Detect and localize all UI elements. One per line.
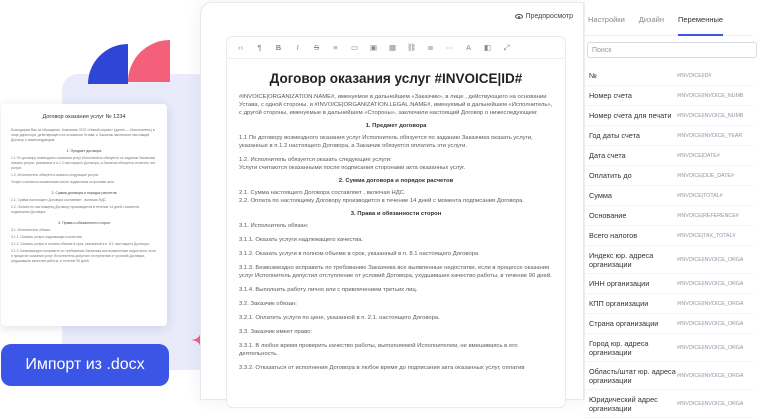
document-paragraph: 3.1.2. Оказать услуги в полном объеме в срок, указанный в п. 8.1 настоящего Договора bbox=[239, 251, 479, 257]
document-editor[interactable] bbox=[226, 36, 566, 408]
variable-code[interactable]: #INVOICE|INVOICE_ORGA bbox=[677, 280, 744, 287]
variable-code[interactable]: #INVOICE|INVOICE_ORGA bbox=[677, 256, 744, 263]
docx-preview-heading: 1. Предмет договора bbox=[66, 149, 102, 153]
variables-list bbox=[585, 66, 753, 418]
variable-label: Оплатить до bbox=[589, 171, 632, 180]
document-paragraph: 3.1.1. Оказать услуги надлежащего качества. bbox=[239, 237, 364, 243]
docx-preview-text: 3.1.2. Оказать услуги в полном объеме в срок, указанный в п. 8.1 настоящего Договора. bbox=[11, 242, 150, 246]
panel-tabs bbox=[585, 2, 753, 36]
more-icon[interactable]: ⋯ bbox=[445, 43, 454, 52]
code-icon[interactable]: ‹› bbox=[238, 43, 243, 52]
docx-preview-text: 2.2. Оплата по настоящему Договору производится в течение 14 дней с момента подписания Договора. bbox=[11, 205, 139, 214]
variable-label: Всего налогов bbox=[589, 231, 638, 240]
video-icon[interactable]: ▭ bbox=[350, 43, 359, 52]
tab-design[interactable]: Дизайн bbox=[638, 15, 664, 24]
document-paragraph: 2.1. Сумма настоящего Договора составляет , включая НДС. 2.2. Оплата по настоящему Договору производится в течение 14 дней с момента подписания Договора. bbox=[239, 190, 525, 204]
variable-label: Индекс юр. адреса организации bbox=[589, 250, 654, 269]
document-paragraph: 3.2.1. Оплатить услуги по цене, указанной в п. 2.1. настоящего Договора. bbox=[239, 315, 440, 321]
document-paragraph: #INVOICE|ORGANIZATION.NAME#, именуемое в дальнейшем «Заказчик», в лице , действующего на основании Устава, с одной стороны, и #INVOICE|ORGANIZATION.LEGAL.NAME#, именуемый в дальнейшем «Исполнитель», с другой стороны, именуемые в дальнейшем «Стороны», заключили настоящий Договор о нижеследующем: bbox=[239, 94, 553, 116]
variable-row[interactable] bbox=[585, 126, 753, 146]
variable-code[interactable]: #INVOICE|TOTAL# bbox=[677, 192, 723, 199]
document-title: Договор оказания услуг #INVOICE|ID# bbox=[269, 71, 523, 86]
font-icon[interactable]: A bbox=[465, 43, 471, 52]
variable-row[interactable] bbox=[585, 362, 753, 390]
docx-preview-text: 3.1.1. Оказать услуги надлежащего качества. bbox=[11, 235, 83, 239]
document-paragraph: 3.3. Заказчик имеет право: bbox=[239, 329, 313, 335]
variable-code[interactable]: #INVOICE|INVOICE_ORGA bbox=[677, 372, 744, 379]
variable-row[interactable] bbox=[585, 86, 753, 106]
variable-row[interactable] bbox=[585, 66, 753, 86]
image-icon[interactable]: ▣ bbox=[369, 43, 378, 52]
docx-preview-text: 3.1. Исполнитель обязан: bbox=[11, 228, 51, 232]
variable-label: Дата счета bbox=[589, 151, 626, 160]
variable-code[interactable]: #INVOICE|INVOICE_NUMB bbox=[677, 92, 744, 99]
variable-row[interactable] bbox=[585, 186, 753, 206]
list-icon[interactable]: ≡ bbox=[333, 43, 338, 52]
variable-code[interactable]: #INVOICE|INVOICE_ORGA bbox=[677, 300, 744, 307]
paragraph-icon[interactable]: ¶ bbox=[257, 43, 262, 52]
tab-settings[interactable]: Настройки bbox=[588, 15, 625, 24]
import-docx-button[interactable]: Импорт из .docx bbox=[1, 344, 169, 386]
editor-toolbar bbox=[227, 37, 565, 59]
document-heading: 1. Предмет договора bbox=[365, 123, 427, 129]
variable-row[interactable] bbox=[585, 146, 753, 166]
settings-panel bbox=[584, 2, 753, 413]
docx-preview-text: Услуги считаются оказанными после подписания сторонами акта. bbox=[11, 180, 115, 184]
docx-preview bbox=[1, 104, 167, 326]
docx-preview-title: Договор оказания услуг № 1234 bbox=[42, 114, 126, 120]
editor-card bbox=[200, 2, 584, 400]
italic-icon[interactable]: I bbox=[296, 43, 299, 52]
variable-label: Номер счета для печати bbox=[589, 111, 672, 120]
variable-code[interactable]: #INVOICE|TAX_TOTAL# bbox=[677, 232, 736, 239]
docx-preview-text: 2.1. Сумма настоящего Договора составляет , включая НДС. bbox=[11, 198, 107, 202]
variable-label: Страна организации bbox=[589, 319, 659, 328]
table-icon[interactable]: ▦ bbox=[388, 43, 397, 52]
document-paragraph: 3.3.2. Отказаться от исполнения Договора в любое время до подписания акта оказанных услуг, оплатив bbox=[239, 365, 525, 371]
variable-label: ИНН организации bbox=[589, 279, 650, 288]
docx-preview-text: 1.1 По договору возмездного оказания услуг Исполнитель обязуется по заданию Заказчика оказать услуги, указанные в п.1.2 настоящего Договора, а Заказчик обязуется оплатить эти услуги. bbox=[11, 156, 156, 170]
docx-preview-text: Благодарим Вас за обращение. Компания ООО «Новый сервис» (далее — Исполнитель) в лице директора, действующего на основании Устава, и Заказчик заключили настоящий Договор о нижеследующем: bbox=[11, 128, 155, 142]
document-paragraph: 3.1.3. Безвозмездно исправить по требованию Заказчика все выявленные недостатки, если в процессе оказания услуг Исполнитель допустил отступление от условий Договора, ухудшившее качество работы, в течение 90 дней. bbox=[239, 265, 552, 279]
strikethrough-icon[interactable]: S bbox=[313, 43, 319, 52]
preview-label: Предпросмотр bbox=[525, 13, 573, 20]
variable-label: Область/штат юр. адреса организации bbox=[589, 366, 676, 385]
fullscreen-icon[interactable]: ⤢ bbox=[503, 42, 510, 52]
variable-code[interactable]: #INVOICE|INVOICE_ORGA bbox=[677, 320, 744, 327]
document-paragraph: 3.1. Исполнитель обязан: bbox=[239, 223, 309, 229]
tab-variables[interactable]: Переменные bbox=[678, 15, 723, 36]
variable-label: Сумма bbox=[589, 191, 612, 200]
variable-code[interactable]: #INVOICE|ID# bbox=[677, 72, 712, 79]
variable-row[interactable] bbox=[585, 166, 753, 186]
document-paragraph: 1.1 По договору возмездного оказания услуг Исполнитель обязуется по заданию Заказчика оказать услуги, указанные в п.1.2 настоящего Договора, а Заказчик обязуется оплатить эти услуги. bbox=[239, 135, 533, 149]
variable-label: Основание bbox=[589, 211, 627, 220]
document-paragraph: 3.1.4. Выполнить работу лично или с привлечением третьих лиц. bbox=[239, 287, 418, 293]
variable-label: Год даты счета bbox=[589, 131, 640, 140]
color-icon[interactable]: ◧ bbox=[483, 43, 492, 52]
document-paragraph: 3.3.1. В любое время проверить качество работы, выполняемой Исполнителем, не вмешиваясь в его деятельность. bbox=[239, 343, 518, 357]
docx-preview-text: 3.1.3. Безвозмездно исправить по требованию Заказчика все выявленные недостатки, если в процессе оказания услуг Исполнитель допустил отступление от условий Договора, ухудшившее качество работы, в течение 90 дней. bbox=[11, 249, 156, 263]
variable-row[interactable] bbox=[585, 294, 753, 314]
variable-row[interactable] bbox=[585, 246, 753, 274]
document-paragraph: 3.2. Заказчик обязан: bbox=[239, 301, 297, 307]
variable-label: Город юр. адреса организации bbox=[589, 338, 649, 357]
variable-code[interactable]: #INVOICE|DUE_DATE# bbox=[677, 172, 734, 179]
docx-preview-text: 1.2. Исполнитель обязуется оказать следующие услуги: bbox=[11, 173, 99, 177]
document-heading: 3. Права и обязанности сторон bbox=[350, 211, 442, 217]
document-paragraph: 1.2. Исполнитель обязуется оказать следующие услуги: Услуги считаются оказанными после подписания сторонами акта оказанных услуг. bbox=[239, 157, 466, 171]
variable-code[interactable]: #INVOICE|INVOICE_ORGA bbox=[677, 400, 744, 407]
variable-row[interactable] bbox=[585, 314, 753, 334]
link-icon[interactable]: ⛓ bbox=[406, 43, 417, 52]
variable-code[interactable]: #INVOICE|DATE# bbox=[677, 152, 720, 159]
variable-label: Юридический адрес организации bbox=[589, 394, 658, 413]
variable-code[interactable]: #INVOICE|REFERENCE# bbox=[677, 212, 739, 219]
variable-label: № bbox=[589, 71, 597, 80]
brand-shape-blue bbox=[88, 44, 128, 84]
variables-search-input[interactable] bbox=[587, 42, 757, 58]
variable-row[interactable] bbox=[585, 274, 753, 294]
variable-label: КПП организации bbox=[589, 299, 649, 308]
variable-code[interactable]: #INVOICE|INVOICE_NUMB bbox=[677, 112, 744, 119]
document-heading: 2. Сумма договора и порядок расчетов bbox=[338, 178, 454, 184]
eye-icon bbox=[515, 14, 523, 19]
preview-link[interactable] bbox=[515, 13, 573, 20]
variable-row[interactable] bbox=[585, 206, 753, 226]
brand-shape-pink bbox=[128, 40, 170, 82]
variable-row[interactable] bbox=[585, 390, 753, 418]
docx-preview-heading: 3. Права и обязанности сторон bbox=[58, 221, 110, 225]
variable-label: Номер счета bbox=[589, 91, 632, 100]
align-icon[interactable]: ≣ bbox=[427, 43, 434, 52]
docx-preview-heading: 2. Сумма договора и порядок расчетов bbox=[51, 191, 117, 195]
variable-row[interactable] bbox=[585, 334, 753, 362]
bold-icon[interactable]: B bbox=[275, 43, 282, 52]
document-body[interactable] bbox=[227, 59, 565, 372]
variable-code[interactable]: #INVOICE|INVOICE_YEAR bbox=[677, 132, 743, 139]
variable-row[interactable] bbox=[585, 226, 753, 246]
variable-code[interactable]: #INVOICE|INVOICE_ORGA bbox=[677, 344, 744, 351]
variable-row[interactable] bbox=[585, 106, 753, 126]
